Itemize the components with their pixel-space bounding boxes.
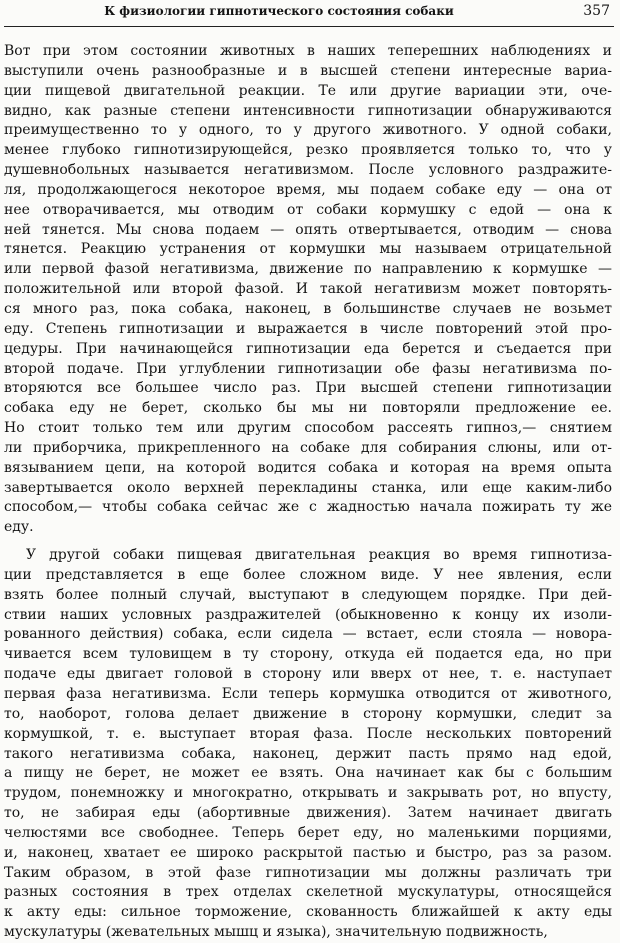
paragraph-2 (4, 546, 612, 943)
text-line: ля, продолжающегося некоторое время, мы подаем собаке еду — она от (4, 181, 612, 198)
paragraph-1 (4, 42, 612, 538)
text-line: ции представляется в еще более сложном виде. У нее явления, если (4, 566, 612, 583)
text-line: а пищу не берет, не может ее взять. Она начинает как бы с большим (4, 765, 612, 782)
text-line: выступили очень разнообразные и в высшей степени интересные вариа- (4, 62, 612, 79)
text-line: собака еду не берет, сколько бы мы ни повторяли предложение ее. (4, 400, 612, 417)
text-line: еду. Степень гипнотизации и выражается в числе повторений этой про- (4, 320, 612, 337)
text-line: нее отворачивается, мы отводим от собаки кормушку с едой — она к (4, 201, 612, 218)
text-line: тянется. Реакцию устранения от кормушки мы называем отрицательной (4, 241, 612, 258)
text-line: Вот при этом состоянии животных в наших теперешних наблюдениях и (4, 43, 612, 59)
text-line: челюстями все свободнее. Теперь берет еду, но маленькими порциями, (4, 824, 612, 841)
body-text (4, 42, 612, 943)
text-line: менее глубоко гипнотизирующейся, резко проявляется только то, что у (4, 142, 612, 159)
text-line: или первой фазой негативизма, движение по направлению к кормушке — (4, 261, 612, 278)
text-line: видно, как разные степени интенсивности гипнотизации обнаруживаются (4, 102, 612, 119)
text-line: чивается всем туловищем в ту сторону, откуда ей подается еда, но при (4, 646, 612, 663)
text-line: то, не забирая еды (абортивные движения). Затем начинает двигать (4, 805, 612, 822)
running-header (4, 0, 614, 27)
text-line: еду. (4, 519, 34, 536)
text-line: Но стоит только тем или другим способом рассеять гипноз,— снятием (4, 420, 612, 437)
text-line: преимущественно то у одного, то у другого животного. У одной собаки, (4, 122, 612, 139)
text-line: душевнобольных называется негативизмом. После условного раздражите- (4, 162, 612, 179)
running-title: К физиологии гипнотического состояния собаки (104, 4, 454, 18)
text-line: то, наоборот, голова делает движение в сторону кормушки, следит за (4, 705, 612, 722)
text-line: ствии наших условных раздражителей (обыкновенно к концу их изоли- (4, 606, 612, 623)
text-line: способом,— чтобы собака сейчас же с жадностью начала пожирать ту же (4, 499, 612, 516)
text-line: такого негативизма собака, наконец, держит пасть прямо над едой, (4, 745, 612, 762)
text-line: положительной или второй фазой. И такой негативизм может повторять- (4, 281, 612, 298)
text-line: первая фаза негативизма. Если теперь кормушка отводится от животного, (4, 686, 612, 702)
page-number: 357 (583, 3, 610, 19)
text-line: ся много раз, пока собака, наконец, в большинстве случаев не возьмет (4, 300, 612, 317)
text-line: У другой собаки пищевая двигательная реакция во время гипнотиза- (26, 547, 612, 564)
text-line: взять более полный случай, выступают в следующем порядке. При дей- (4, 586, 612, 603)
text-line: разных состояния в трех отделах скелетной мускулатуры, относящейся (4, 884, 612, 901)
text-line: рованного действия) собака, если сидела — встает, если стояла — новора- (4, 626, 612, 643)
text-line: ней тянется. Мы снова подаем — опять отвертывается, отводим — снова (4, 221, 612, 238)
text-line: цедуры. При начинающейся гипнотизации еда берется и съедается при (4, 340, 612, 357)
text-line: Таким образом, в этой фазе гипнотизации мы должны различать три (4, 864, 612, 881)
text-line: вязыванием цепи, на которой водится собака и которая на время опыта (4, 459, 612, 476)
text-line: вторяются все большее число раз. При высшей степени гипнотизации (4, 380, 612, 397)
text-line: трудом, понемножку и многократно, открывать и закрывать рот, но впусту, (4, 785, 612, 802)
text-line: ции пищевой двигательной реакции. Те или другие вариации эти, оче- (4, 82, 612, 99)
text-line: подаче еды двигает головой в сторону или вверх от нее, т. е. наступает (4, 666, 612, 683)
text-line: ли приборчика, прикрепленного на собаке для собирания слюны, или от- (4, 439, 612, 456)
text-line: второй подаче. При углублении гипнотизации обе фазы негативизма по- (4, 360, 612, 377)
text-line: и, наконец, хватает ее широко раскрытой пастью и быстро, раз за разом. (4, 844, 612, 861)
text-line: к акту еды: сильное торможение, скованность ближайшей к акту еды (4, 904, 612, 921)
text-line: завертывается около верхней перекладины станка, или еще каким-либо (4, 479, 612, 496)
text-line: мускулатуры (жевательных мышц и языка), значительную подвижность, (4, 924, 548, 941)
text-line: кормушкой, т. е. выступает вторая фаза. После нескольких повторений (4, 725, 612, 742)
